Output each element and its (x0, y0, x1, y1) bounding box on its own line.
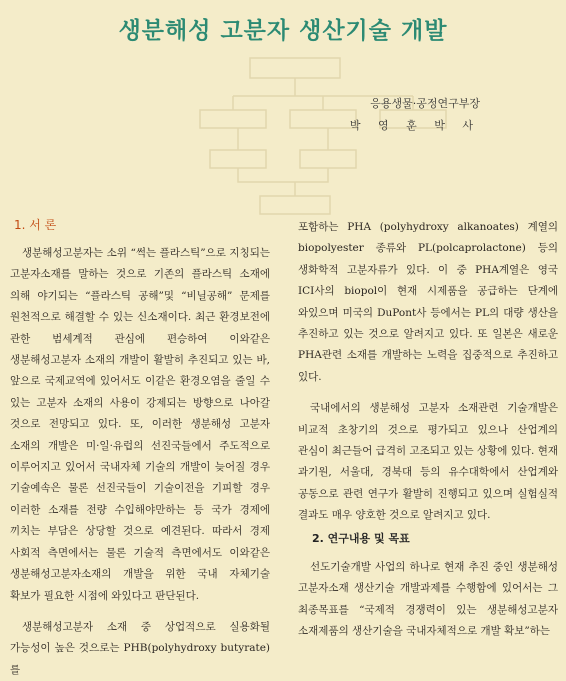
body-paragraph: 생분해성고분자 소재 중 상업적으로 실용화될 가능성이 높은 것으로는 PHB(polyhydroxy butyrate)를 (10, 620, 270, 676)
author-affiliation: 응용생물·공정연구부장 (370, 97, 480, 110)
author-name: 박 영 훈 박 사 (349, 119, 480, 132)
page-title: 생분해성 고분자 생산기술 개발 (118, 18, 448, 44)
right-column (298, 217, 558, 642)
body-paragraph: 생분해성고분자는 소위 “썩는 플라스틱”으로 지칭되는 고분자소재를 말하는 것으로 기존의 플라스틱 소재에 의해 야기되는 “플라스틱 공해”및 “비닐공해” 문제를 원천적으로 해결할 수 있는 신소재이다. 최근 환경보전에 관한 범세계적 관심에 편승하여 이와같은 생분해성고분자 소재의 개발이 활발히 추진되고 있는 바, 앞으로 국제교역에 있어서도 이같은 환경오염을 줄일 수 있는 고분자 소재의 사용이 강제되는 방향으로 나아갈 것으로 전망되고 있다. 또, 이러한 생분해성 고분자 소재의 개발은 미·일·유럽의 선진국들에서 주도적으로 이루어지고 있어서 국내자체 기술의 개발이 늦어질 경우 기술예속은 물론 선진국들이 기술이전을 기피할 경우 이러한 소재를 전량 수입해야만하는 등 국가 경제에 끼치는 부담은 상당할 것으로 예견된다. 따라서 경제 사회적 측면에서는 물론 기술적 측면에서도 이와같은 생분해성고분자소재의 개발을 위한 국내 자체기술 확보가 필요한 시점에 와있다고 판단된다. (10, 247, 270, 602)
left-column (10, 217, 270, 681)
section-heading-research-goals: 2. 연구내용 및 목표 (312, 531, 410, 545)
body-paragraph: 국내에서의 생분해성 고분자 소재관련 기술개발은 비교적 초창기의 것으로 평가되고 있으나 산업계의 관심이 최근들어 급격히 고조되고 있는 상황에 있다. 현재 과기원, 서울대, 경북대 등의 유수대학에서 산업계와 공동으로 관련 연구가 활발히 진행되고 있으며 실험실적 결과도 매우 양호한 것으로 알려지고 있다. (298, 402, 558, 522)
body-paragraph: 포함하는 PHA (polyhydroxy alkanoates) 계열의 biopolyester 종류와 PL(polcaprolactone) 등의 생화학적 고분자류가 있다. 이 중 PHA계열은 영국 ICI사의 biopol이 현재 시제품을 공급하는 단계에 와있으며 미국의 DuPont사 등에서는 PL의 대량 생산을 추진하고 있는 것으로 알려지고 있다. 또 일본은 새로운 PHA관련 소재를 개발하는 노력을 집중적으로 추진하고 있다. (298, 221, 558, 383)
body-paragraph: 선도기술개발 사업의 하나로 현재 추진 중인 생분해성 고분자소재 생산기술 개발과제를 수행함에 있어서는 그 최종목표를 “국제적 경쟁력이 있는 생분해성고분자 소재제품의 생산기술을 국내자체적으로 개발 확보”하는 (298, 560, 558, 637)
section-heading-introduction: 1. 서 론 (14, 218, 57, 232)
